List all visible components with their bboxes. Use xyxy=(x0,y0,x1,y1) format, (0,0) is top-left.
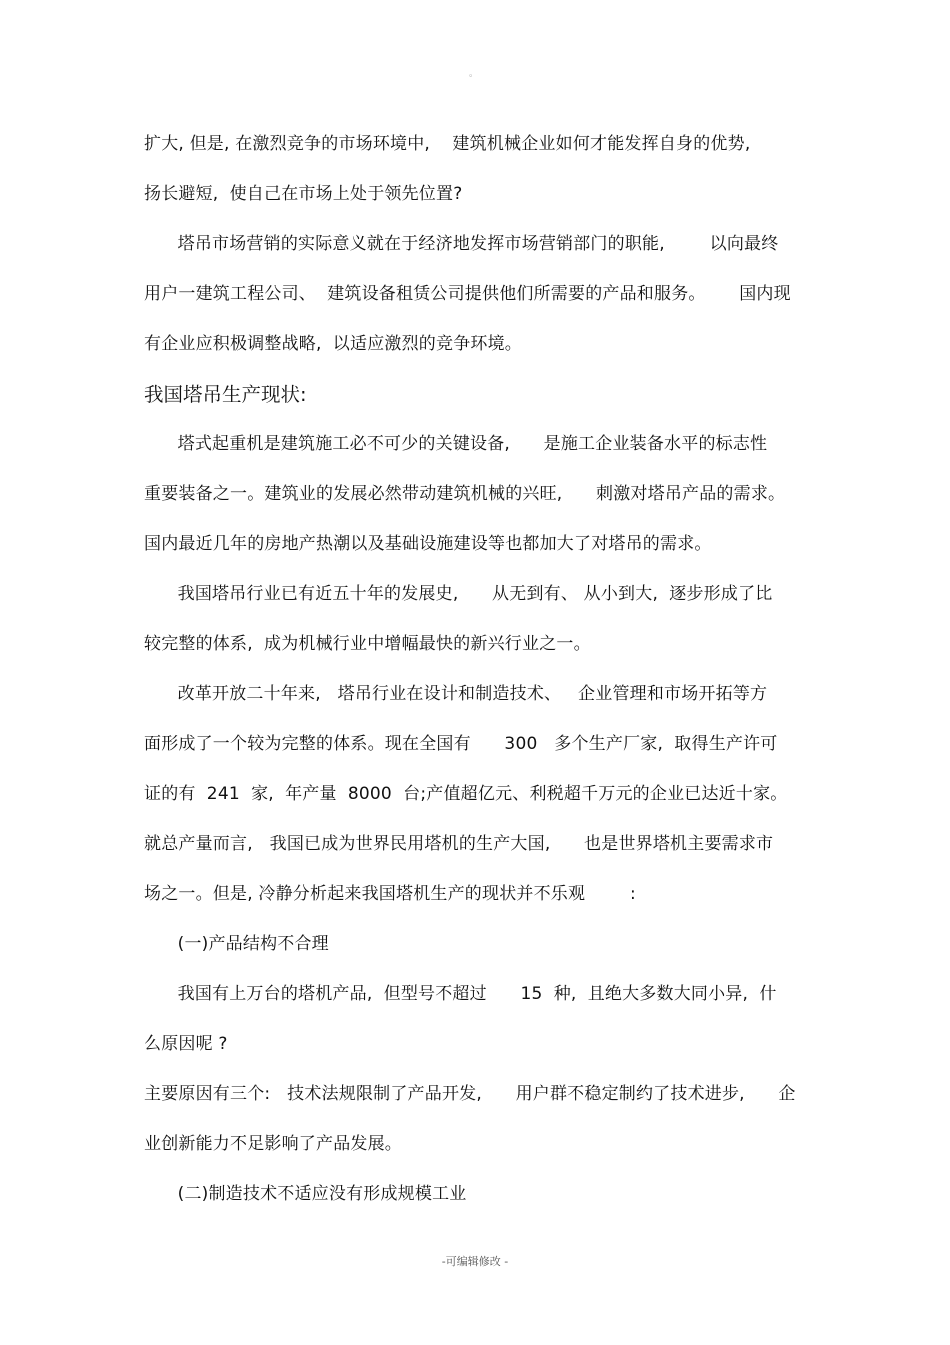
paragraph-line: 改革开放二十年来, 塔吊行业在设计和制造技术、 企业管理和市场开拓等方 xyxy=(144,684,768,704)
paragraph-line: 主要原因有三个: 技术法规限制了产品开发, 用户群不稳定制约了技术进步, 企 xyxy=(144,1084,796,1104)
paragraph-line: 我国塔吊行业已有近五十年的发展史, 从无到有、 从小到大, 逐步形成了比 xyxy=(144,584,773,604)
paragraph-line: 证的有 241 家, 年产量 8000 台;产值超亿元、利税超千万元的企业已达近十家。 xyxy=(144,784,788,804)
paragraph-line: 塔吊市场营销的实际意义就在于经济地发挥市场营销部门的职能, 以向最终 xyxy=(144,234,779,254)
paragraph-line: 就总产量而言, 我国已成为世界民用塔机的生产大国, 也是世界塔机主要需求市 xyxy=(144,834,774,854)
header-mark: 。 xyxy=(469,69,479,79)
paragraph-line: 有企业应积极调整战略, 以适应激烈的竞争环境。 xyxy=(144,334,523,354)
page-footer: -可编辑修改 - xyxy=(441,1255,509,1268)
paragraph-line: 扩大, 但是, 在激烈竞争的市场环境中, 建筑机械企业如何才能发挥自身的优势, xyxy=(144,134,751,154)
paragraph-line: 塔式起重机是建筑施工必不可少的关键设备, 是施工企业装备水平的标志性 xyxy=(144,434,768,454)
subsection-heading: (二)制造技术不适应没有形成规模工业 xyxy=(144,1184,467,1204)
paragraph-line: 面形成了一个较为完整的体系。现在全国有 300 多个生产厂家, 取得生产许可 xyxy=(144,734,778,754)
paragraph-line: 较完整的体系, 成为机械行业中增幅最快的新兴行业之一。 xyxy=(144,634,591,654)
paragraph-line: 扬长避短, 使自己在市场上处于领先位置? xyxy=(144,184,463,204)
paragraph-line: 用户一建筑工程公司、 建筑设备租赁公司提供他们所需要的产品和服务。 国内现 xyxy=(144,284,791,304)
section-heading: 我国塔吊生产现状: xyxy=(144,383,307,406)
subsection-heading: (一)产品结构不合理 xyxy=(144,934,329,954)
paragraph-line: 业创新能力不足影响了产品发展。 xyxy=(144,1134,402,1154)
paragraph-line: 重要装备之一。建筑业的发展必然带动建筑机械的兴旺, 刺激对塔吊产品的需求。 xyxy=(144,484,786,504)
paragraph-line: 么原因呢 ? xyxy=(144,1034,228,1054)
paragraph-line: 场之一。但是, 冷静分析起来我国塔机生产的现状并不乐观 : xyxy=(144,884,636,904)
paragraph-line: 国内最近几年的房地产热潮以及基础设施建设等也都加大了对塔吊的需求。 xyxy=(144,534,712,554)
document-body xyxy=(144,124,814,1224)
paragraph-line: 我国有上万台的塔机产品, 但型号不超过 15 种, 且绝大多数大同小异, 什 xyxy=(144,984,777,1004)
